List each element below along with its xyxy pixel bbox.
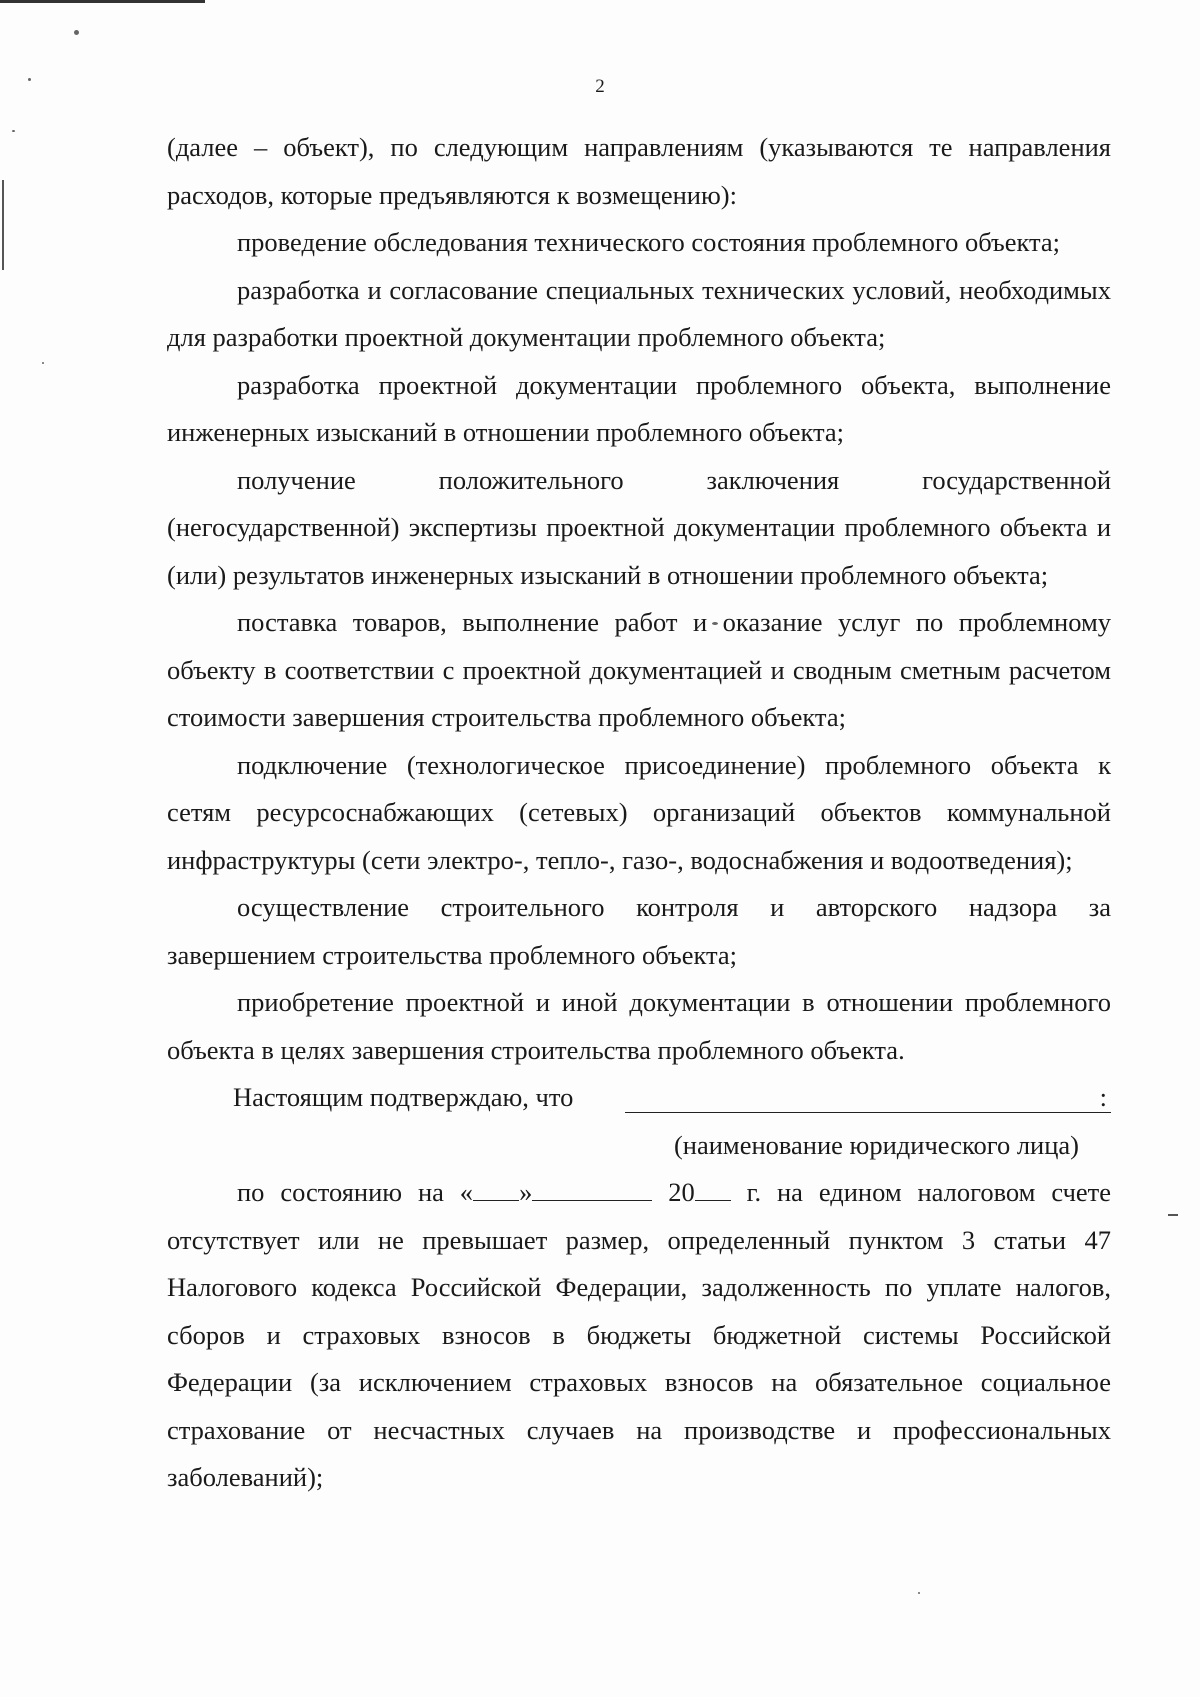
paragraph-item: осуществление строительного контроля и авторского надзора за завершением строительства проблемного объекта; [167,892,1111,970]
paragraph-intro: (далее – объект), по следующим направлениям (указываются те направления расходов, которые предъявляются к возмещению): [167,132,1111,210]
paragraph-item: приобретение проектной и иной документации в отношении проблемного объекта в целях завершения строительства проблемного объекта. [167,987,1111,1065]
scan-speck [74,30,79,35]
date-prefix: по состоянию на « [237,1177,474,1207]
year-blank [695,1174,731,1201]
scan-speck [12,130,15,132]
day-blank [473,1174,519,1201]
confirm-colon: : [1099,1082,1107,1112]
date-line [167,1169,1111,1217]
document-body [167,124,1111,1502]
scan-edge-line [0,0,205,3]
date-suffix: г. на едином налоговом счете [746,1177,1111,1207]
legal-entity-blank [625,1112,1111,1113]
tax-paragraph: отсутствует или не превышает размер, определенный пунктом 3 статьи 47 Налогового кодекса Российской Федерации, задолженность по уплате налогов, сборов и страховых взносов в бюджеты бюджетной системы Российской Федерации (за исключением страховых взносов на обязательное социальное страхование от несчастных случаев на производстве и профессиональных заболеваний); [167,1224,1111,1492]
date-close-quote: » [519,1177,533,1207]
legal-entity-caption: (наименование юридического лица) [673,1129,1079,1160]
confirm-text: Настоящим подтверждаю, что [233,1082,574,1112]
paragraph-item: подключение (технологическое присоединение) проблемного объекта к сетям ресурсоснабжающих (сетевых) организаций объектов коммунальной инфраструктуры (сети электро-, тепло-, газо-, водоснабжения и водоотведения); [167,749,1111,875]
scan-edge-mark [1168,1214,1178,1216]
paragraph-item: проведение обследования технического состояния проблемного объекта; [237,227,1061,257]
confirm-line [167,1074,1111,1122]
scan-speck [42,362,44,364]
month-blank [532,1174,652,1201]
paragraph-item: получение положительного заключения государственной (негосударственной) экспертизы проектной документации проблемного объекта и (или) результатов инженерных изысканий в отношении проблемного объекта; [167,464,1111,590]
paragraph-item: разработка проектной документации проблемного объекта, выполнение инженерных изысканий в отношении проблемного объекта; [167,369,1111,447]
year-prefix: 20 [668,1177,695,1207]
paragraph-item: разработка и согласование специальных технических условий, необходимых для разработки проектной документации проблемного объекта; [167,274,1111,352]
scan-speck [918,1592,920,1594]
page-number: 2 [595,76,605,97]
paragraph-item: поставка товаров, выполнение работ и оказание услуг по проблемному объекту в соответствии с проектной документацией и сводным сметным расчетом стоимости завершения строительства проблемного объекта; [167,607,1111,732]
scan-edge-mark [2,180,4,270]
